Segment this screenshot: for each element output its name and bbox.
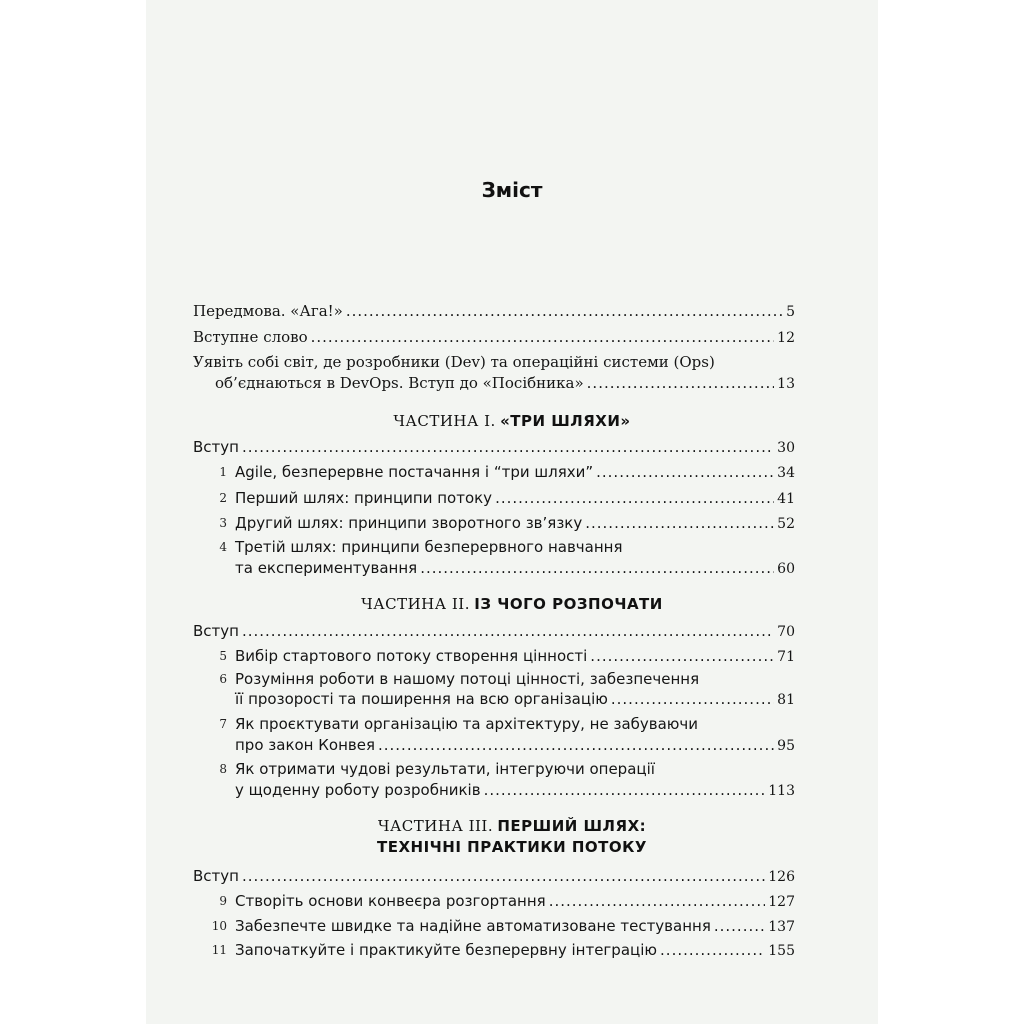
chapter-number: 3 xyxy=(219,516,227,530)
part-prefix: ЧАСТИНА І. xyxy=(393,412,496,430)
entry-page: 127 xyxy=(768,894,795,910)
entry-page: 5 xyxy=(786,304,795,320)
dot-leader xyxy=(587,373,775,393)
part-heading-line2 xyxy=(146,838,878,857)
toc-entry-chapter xyxy=(235,735,795,756)
entry-label: Передмова. «Ага!» xyxy=(193,302,343,320)
dot-leader xyxy=(590,646,774,666)
entry-first-line-text: Як отримати чудові результати, інтегруючи операції xyxy=(235,760,655,778)
part-prefix: ЧАСТИНА ІІ. xyxy=(361,595,470,613)
chapter-number: 1 xyxy=(219,465,227,479)
dot-leader xyxy=(585,513,774,533)
toc-entry-intro-word xyxy=(193,327,795,348)
chapter-number: 4 xyxy=(219,540,227,554)
entry-page: 34 xyxy=(777,465,795,481)
entry-page: 70 xyxy=(777,624,795,640)
entry-page: 41 xyxy=(777,491,795,507)
chapter-number: 9 xyxy=(219,894,227,908)
dot-leader xyxy=(495,488,774,508)
toc-entry-chapter xyxy=(211,940,795,961)
entry-label: Започаткуйте і практикуйте безперервну інтеграцію xyxy=(235,941,658,959)
entry-first-line-text: Третій шлях: принципи безперервного навчання xyxy=(235,538,623,556)
toc-entry-part3-intro xyxy=(193,866,795,887)
entry-label: Вступне слово xyxy=(193,328,308,346)
entry-label: Створіть основи конвеєра розгортання xyxy=(235,892,546,910)
entry-label: об’єднаються в DevOps. Вступ до «Посібника» xyxy=(215,374,584,392)
entry-page: 13 xyxy=(777,376,795,392)
chapter-number: 7 xyxy=(219,717,227,731)
entry-label: про закон Конвея xyxy=(235,736,375,754)
entry-label: Вибір стартового потоку створення цінності xyxy=(235,647,588,665)
entry-label: Agile, безперервне постачання і “три шляхи” xyxy=(235,463,594,481)
entry-label: та експериментування xyxy=(235,559,418,577)
part-name: ТЕХНІЧНІ ПРАКТИКИ ПОТОКУ xyxy=(376,838,647,856)
dot-leader xyxy=(242,866,765,886)
entry-page: 155 xyxy=(768,943,795,959)
entry-first-line: Уявіть собі світ, де розробники (Dev) та операційні системи (Ops) xyxy=(193,353,715,371)
dot-leader xyxy=(346,301,783,321)
part-heading xyxy=(146,595,878,614)
entry-page: 12 xyxy=(777,330,795,346)
chapter-number: 2 xyxy=(219,491,227,505)
dot-leader xyxy=(242,621,774,641)
dot-leader xyxy=(242,437,774,457)
toc-entry-chapter xyxy=(235,689,795,710)
part-name: «ТРИ ШЛЯХИ» xyxy=(500,412,631,430)
part-name: ІЗ ЧОГО РОЗПОЧАТИ xyxy=(474,595,663,613)
toc-title: Зміст xyxy=(481,178,543,202)
part-name: ПЕРШИЙ ШЛЯХ: xyxy=(497,817,647,835)
toc-entry-chapter xyxy=(219,891,795,912)
chapter-number: 11 xyxy=(211,943,227,957)
chapter-number: 6 xyxy=(219,672,227,686)
toc-entry-chapter xyxy=(219,488,795,509)
toc-entry-chapter xyxy=(211,916,795,937)
toc-entry-chapter xyxy=(235,780,795,801)
dot-leader xyxy=(714,916,765,936)
dot-leader xyxy=(549,891,766,911)
entry-label: її прозорості та поширення на всю організацію xyxy=(235,690,608,708)
book-page xyxy=(146,0,878,1024)
toc-entry-part1-intro xyxy=(193,437,795,458)
toc-entry-chapter xyxy=(219,462,795,483)
entry-label: Другий шлях: принципи зворотного зв’язку xyxy=(235,514,583,532)
dot-leader xyxy=(311,327,775,347)
entry-page: 126 xyxy=(768,869,795,885)
toc-entry-part2-intro xyxy=(193,621,795,642)
toc-entry-foreword xyxy=(193,301,795,322)
entry-page: 52 xyxy=(777,516,795,532)
entry-first-line-text: Розуміння роботи в нашому потоці цінності, забезпечення xyxy=(235,670,700,688)
chapter-number: 10 xyxy=(211,919,227,933)
chapter-number: 5 xyxy=(219,649,227,663)
entry-page: 71 xyxy=(777,649,795,665)
entry-page: 60 xyxy=(777,561,795,577)
entry-page: 137 xyxy=(768,919,795,935)
part-heading xyxy=(146,817,878,836)
toc-entry-imagine xyxy=(215,373,795,394)
entry-first-line xyxy=(219,670,700,688)
toc-entry-chapter xyxy=(235,558,795,579)
entry-first-line-text: Як проєктувати організацію та архітектуру, не забуваючи xyxy=(235,715,699,733)
entry-label: Вступ xyxy=(193,438,239,456)
entry-label: у щоденну роботу розробників xyxy=(235,781,481,799)
dot-leader xyxy=(596,462,774,482)
entry-first-line xyxy=(219,760,655,778)
chapter-number: 8 xyxy=(219,762,227,776)
part-prefix: ЧАСТИНА ІІІ. xyxy=(377,817,494,835)
entry-label: Вступ xyxy=(193,867,239,885)
dot-leader xyxy=(484,780,766,800)
toc-entry-chapter xyxy=(219,646,795,667)
entry-label: Вступ xyxy=(193,622,239,640)
entry-page: 30 xyxy=(777,440,795,456)
entry-first-line xyxy=(219,715,699,733)
dot-leader xyxy=(378,735,774,755)
entry-first-line xyxy=(219,538,623,556)
entry-page: 113 xyxy=(768,783,795,799)
entry-page: 95 xyxy=(777,738,795,754)
entry-label: Перший шлях: принципи потоку xyxy=(235,489,493,507)
part-heading xyxy=(146,412,878,431)
entry-label: Забезпечте швидке та надійне автоматизоване тестування xyxy=(235,917,711,935)
dot-leader xyxy=(611,689,774,709)
entry-page: 81 xyxy=(777,692,795,708)
dot-leader xyxy=(420,558,774,578)
toc-entry-chapter xyxy=(219,513,795,534)
dot-leader xyxy=(660,940,765,960)
